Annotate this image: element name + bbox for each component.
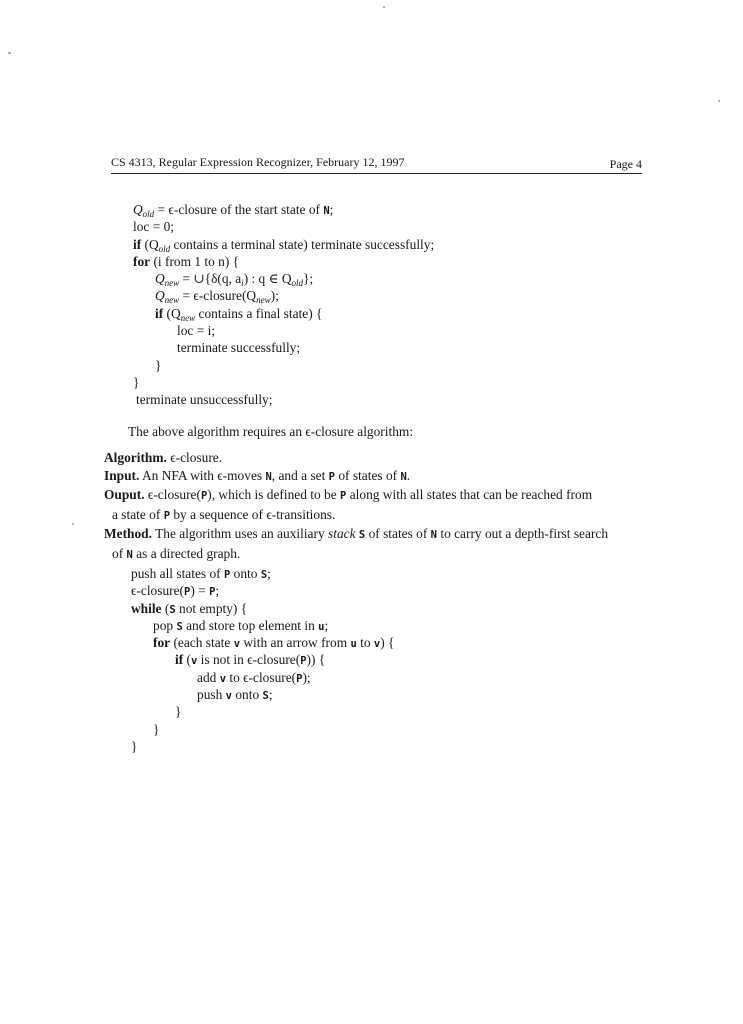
algorithm-output-cont: a state of P by a sequence of ϵ-transitions. <box>112 506 336 522</box>
recognizer-algorithm <box>133 201 434 409</box>
code-line: $Q_{old}$ = ϵ-closure of the start state of N; <box>133 202 334 219</box>
code-line: ϵ-closure(P) = P; <box>131 583 220 599</box>
scan-speck <box>383 6 385 8</box>
code-line: loc = 0; <box>133 219 175 235</box>
code-line: if ($Q_{new}$ contains a final state) { <box>155 305 323 323</box>
header-title: CS 4313, Regular Expression Recognizer, February 12, 1997 <box>111 155 405 169</box>
scan-speck <box>8 52 11 54</box>
code-line: for (each state v with an arrow from u to v) { <box>153 635 395 651</box>
scan-speck <box>718 100 720 102</box>
algorithm-method-cont: of N as a directed graph. <box>112 545 241 561</box>
algorithm-method: Method. The algorithm uses an auxiliary stack S of states of N to carry out a depth-first search <box>104 526 609 541</box>
code-line: } <box>155 357 162 373</box>
code-line: push v onto S; <box>197 687 273 703</box>
page-header <box>111 155 642 174</box>
code-line: $Q_{new}$ = $\epsilon-closure(Q_{new})$; <box>155 288 279 306</box>
algorithm-definition <box>104 449 646 564</box>
code-line: terminate unsuccessfully; <box>136 392 273 408</box>
code-line: $Q_{new}$ = ∪{δ(q, $a_i$) : q ∈ $Q_{old}$}; <box>155 271 314 289</box>
code-line: while (S not empty) { <box>131 600 248 616</box>
page-number: Page 4 <box>609 157 642 171</box>
code-line: pop S and store top element in u; <box>153 617 329 633</box>
code-line: for (i from 1 to n) { <box>133 253 240 269</box>
code-line: push all states of P onto S; <box>131 566 271 581</box>
code-line: } <box>133 374 140 390</box>
intro-sentence: The above algorithm requires an ϵ-closure algorithm: <box>128 424 414 439</box>
code-line: } <box>175 704 182 720</box>
code-line: } <box>131 738 138 754</box>
algorithm-name: Algorithm. ϵ-closure. <box>104 450 223 465</box>
code-line: } <box>153 721 160 737</box>
code-line: if ($Q_{old}$ contains a terminal state) terminate successfully; <box>133 236 435 254</box>
scan-speck <box>72 523 74 525</box>
code-line: loc = i; <box>177 323 216 339</box>
code-line: if (v is not in ϵ-closure(P)) { <box>175 652 326 668</box>
algorithm-output: Ouput. ϵ-closure(P), which is defined to be P along with all states that can be reached from <box>104 487 593 502</box>
epsilon-closure-algorithm <box>131 565 394 755</box>
code-line: terminate successfully; <box>177 340 301 356</box>
algorithm-input: Input. An NFA with ϵ-moves N, and a set P of states of N. <box>104 467 411 483</box>
code-line: add v to ϵ-closure(P); <box>197 669 311 685</box>
